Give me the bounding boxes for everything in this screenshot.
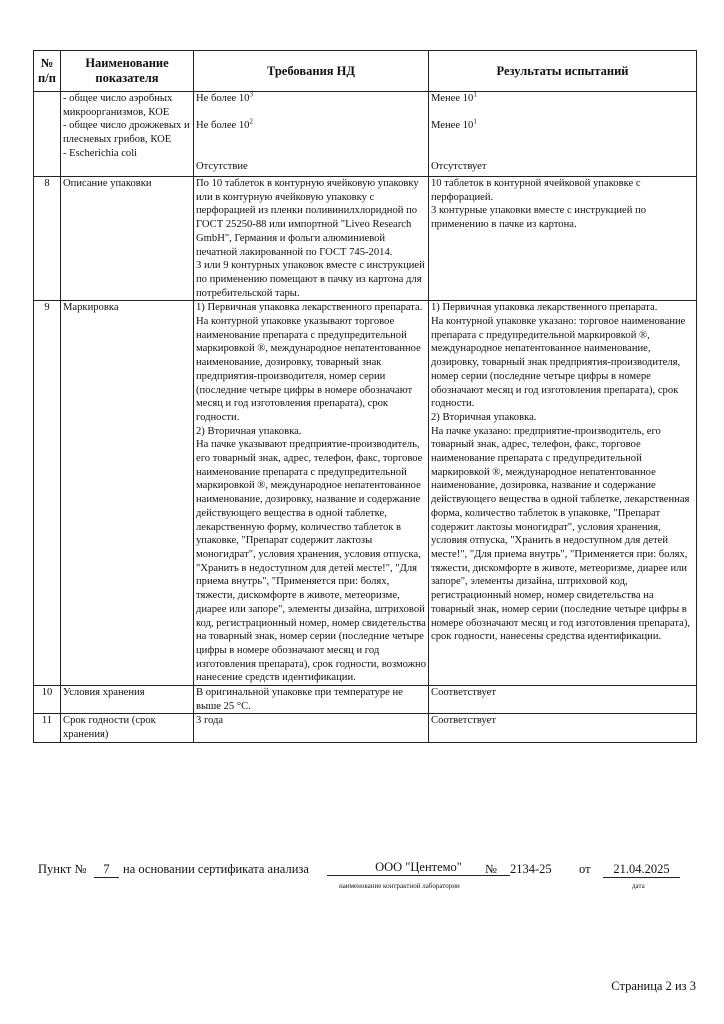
row-res: Соответствует: [429, 686, 697, 714]
res-a: Менее $10^1$: [431, 90, 477, 104]
table-row: [34, 177, 697, 301]
row-num: 8: [34, 177, 61, 301]
header-name: Наименование показателя: [61, 51, 194, 92]
row-req: 3 года: [194, 714, 429, 742]
row-name: Условия хранения: [61, 686, 194, 714]
date-caption: дата: [632, 882, 645, 890]
table-row: [34, 301, 697, 686]
results-table: [33, 50, 697, 743]
row-micro-res: [429, 92, 697, 177]
row-name: Описание упаковки: [61, 177, 194, 301]
req-b: Не более $10^2$: [196, 117, 253, 131]
certificate-date: 21.04.2025: [603, 862, 680, 878]
row-req: По 10 таблеток в контурную ячейковую упаковку или в контурную ячейковую упаковку с перфорацией из пленки поливинилхлоридной по ГОСТ 25250-88 или импортной "Liveo Research GmbH", Германия и фольги алюминиевой печатной лакированной по ГОСТ 745-2014. 3 или 9 контурных упаковок вместе с инструкцией по применению помещают в пачку из картона для потребительской тары.: [194, 177, 429, 301]
lab-name: ООО "Центемо": [327, 860, 510, 876]
row-name: Срок годности (срок хранения): [61, 714, 194, 742]
row-res: 1) Первичная упаковка лекарственного препарата. На контурной упаковке указано: торговое наименование препарата с предупредительной маркировкой ®, международное непатентованное наименование, дозировку, товарный знак предприятия-производителя, номер серии (последние четыре цифры в номере обозначают месяц и год изготовления препарата), срок годности. 2) Вторичная упаковка. На пачке указано: предприятие-производитель, его товарный знак, адрес, телефон, факс, торговое наименование препарата с предупредительной маркировкой ®, международное непатентованное наименование, дозировка, название и содержание действующего вещества в одной таблетке, лекарственная форма, количество таблеток в упаковке, "Препарат содержит лактозы моногидрат", условия хранения, условия отпуска, "Хранить в недоступном для детей месте!", "Для приема внутрь", "Применяется при: болях, тяжести, дискомфорте в животе, метеоризме, диарее или запоре", элементы дизайна, штриховой код, регистрационный номер, номер свидетельства на товарный знак, номер серии (последние четыре цифры в номере обозначают месяц и год изготовления препарата), срок годности, нанесены средства идентификации.: [429, 301, 697, 686]
row-num: 11: [34, 714, 61, 742]
certificate-footer: [33, 856, 696, 896]
row-micro-num: [34, 92, 61, 177]
number-label: №: [485, 862, 497, 876]
row-res: Соответствует: [429, 714, 697, 742]
lab-caption: наименование контрактной лаборатории: [339, 882, 460, 890]
punkt-value: 7: [94, 862, 119, 878]
punkt-label: Пункт №: [38, 862, 87, 876]
table-row: [34, 686, 697, 714]
table-row-micro: [34, 92, 697, 177]
row-micro-name: - общее число аэробных микроорганизмов, КОЕ - общее число дрожжевых и плесневых грибов, КОЕ - Escherichia coli: [61, 92, 194, 177]
from-label: от: [579, 862, 591, 876]
row-num: 9: [34, 301, 61, 686]
row-num: 10: [34, 686, 61, 714]
row-name: Маркировка: [61, 301, 194, 686]
row-micro-req: [194, 92, 429, 177]
header-num: № п/п: [34, 51, 61, 92]
req-c: Отсутствие: [196, 161, 248, 172]
row-req: В оригинальной упаковке при температуре не выше 25 °С.: [194, 686, 429, 714]
res-b: Менее $10^1$: [431, 117, 477, 131]
certificate-number: 2134-25: [510, 862, 552, 876]
row-req: 1) Первичная упаковка лекарственного препарата. На контурной упаковке указывают торговое наименование препарата с предупредительной маркировкой ®, международное непатентованное наименование, дозировку, товарный знак предприятия-производителя, номер серии (последние четыре цифры в номере обозначают месяц и год изготовления препарата), срок годности. 2) Вторичная упаковка. На пачке указывают предприятие-производитель, его товарный знак, адрес, телефон, факс, торговое наименование препарата с предупредительной маркировкой ®, международное непатентованное наименование, дозировку, название и содержание действующего вещества в одной таблетке, лекарственную форму, количество таблеток в упаковке, "Препарат содержит лактозы моногидрат", условия хранения, условия отпуска, "Хранить в недоступном для детей месте!", "Для приема внутрь", "Применяется при: болях, тяжести, дискомфорте в животе, метеоризме, диарее или запоре", элементы дизайна, штриховой код, регистрационный номер, номер свидетельства на товарный знак, номер серии (последние четыре цифры в номере обозначают месяц и год изготовления препарата), срок годности, возможно нанесение средств идентификации.: [194, 301, 429, 686]
row-res: 10 таблеток в контурной ячейковой упаковке с перфорацией. 3 контурные упаковки вместе с инструкцией по применению в пачке из картона.: [429, 177, 697, 301]
table-row: [34, 714, 697, 742]
header-results: Результаты испытаний: [429, 51, 697, 92]
header-requirements: Требования НД: [194, 51, 429, 92]
basis-text: на основании сертификата анализа: [123, 862, 309, 876]
header-row: [34, 51, 697, 92]
req-a: Не более $10^3$: [196, 90, 253, 104]
res-c: Отсутствует: [431, 161, 487, 172]
page-number: Страница 2 из 3: [611, 979, 696, 993]
